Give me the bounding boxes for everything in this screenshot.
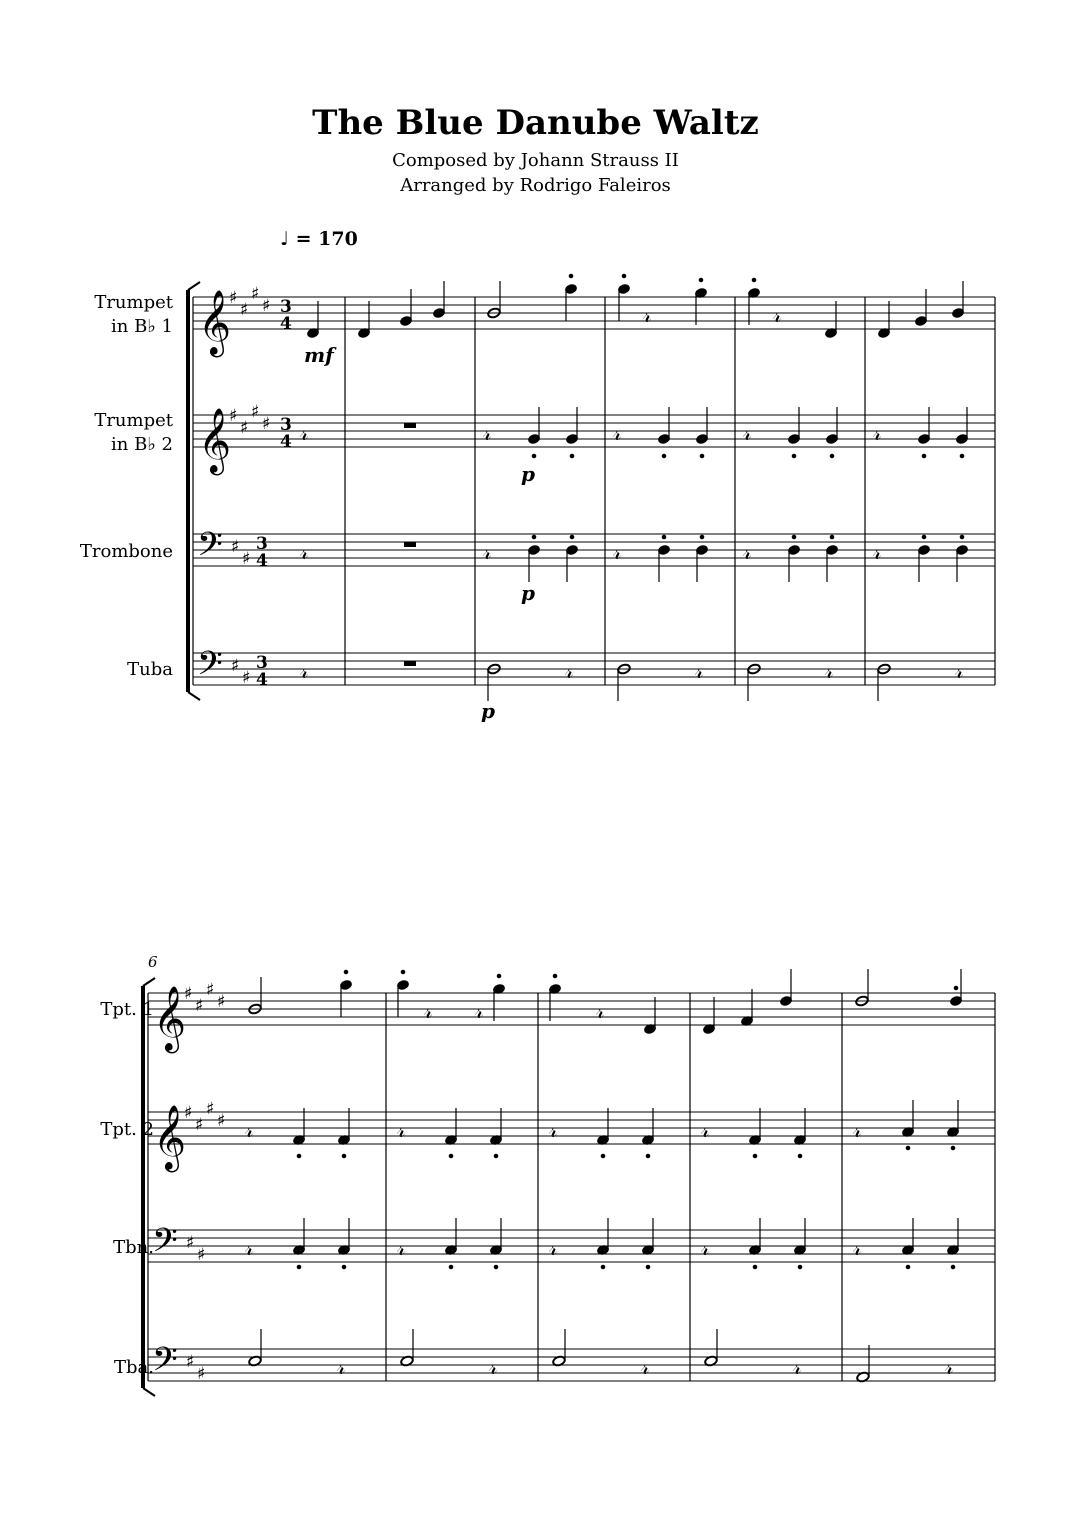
svg-text:4: 4 bbox=[280, 314, 292, 334]
svg-text:𝓇: 𝓇 bbox=[596, 999, 605, 1023]
bass-clef-icon: 𝄢 bbox=[197, 526, 223, 572]
instrument-name-tbn: Tbn. bbox=[113, 1237, 154, 1258]
tuba-system-2 bbox=[248, 1329, 953, 1383]
svg-text:♯: ♯ bbox=[251, 402, 260, 422]
svg-text:𝓇: 𝓇 bbox=[245, 1236, 254, 1260]
tuba-system-1 bbox=[300, 659, 963, 701]
svg-text:𝓇: 𝓇 bbox=[397, 1118, 406, 1142]
treble-clef-icon: 𝄞 bbox=[198, 408, 232, 473]
trombone-system-2 bbox=[245, 1218, 960, 1269]
svg-text:♯: ♯ bbox=[206, 980, 215, 1000]
svg-text:𝓇: 𝓇 bbox=[613, 421, 622, 445]
measure-number: 6 bbox=[148, 953, 158, 971]
svg-text:𝓇: 𝓇 bbox=[641, 1355, 650, 1379]
bass-clef-icon: 𝄢 bbox=[197, 645, 223, 691]
svg-text:♯: ♯ bbox=[242, 668, 251, 688]
instrument-name-tpt-1: Tpt. 1 bbox=[100, 999, 154, 1020]
svg-text:𝓇: 𝓇 bbox=[873, 421, 882, 445]
svg-text:♯: ♯ bbox=[240, 300, 249, 320]
svg-text:𝓇: 𝓇 bbox=[743, 540, 752, 564]
svg-text:𝓇: 𝓇 bbox=[613, 540, 622, 564]
svg-text:♯: ♯ bbox=[186, 1352, 195, 1372]
svg-text:𝓇: 𝓇 bbox=[549, 1118, 558, 1142]
svg-text:𝓇: 𝓇 bbox=[955, 659, 964, 683]
key-signatures-system-1 bbox=[229, 284, 270, 688]
instrument-name-trumpet-1: Trumpet in B♭ 1 bbox=[94, 292, 173, 337]
bass-clef-icon: 𝄢 bbox=[152, 1222, 178, 1268]
svg-text:3: 3 bbox=[256, 653, 268, 673]
svg-text:𝓇: 𝓇 bbox=[743, 421, 752, 445]
svg-text:𝓇: 𝓇 bbox=[475, 999, 484, 1023]
svg-text:♯: ♯ bbox=[206, 1099, 215, 1119]
svg-text:𝓇: 𝓇 bbox=[853, 1118, 862, 1142]
barlines bbox=[386, 993, 995, 1381]
dynamics-system-1 bbox=[304, 343, 535, 723]
svg-text:♯: ♯ bbox=[231, 537, 240, 557]
dynamic-mf: mf bbox=[304, 343, 334, 367]
bass-clef-icon: 𝄢 bbox=[152, 1341, 178, 1387]
svg-text:𝓇: 𝓇 bbox=[397, 1236, 406, 1260]
svg-text:4: 4 bbox=[280, 432, 292, 452]
svg-text:𝓇: 𝓇 bbox=[793, 1355, 802, 1379]
svg-text:♯: ♯ bbox=[197, 1245, 206, 1265]
svg-text:𝓇: 𝓇 bbox=[565, 659, 574, 683]
dynamic-p: p bbox=[521, 462, 535, 486]
svg-text:♯: ♯ bbox=[251, 284, 260, 304]
key-signatures-system-2 bbox=[184, 980, 225, 1384]
trumpet-1-rests-system-1 bbox=[643, 303, 781, 327]
svg-text:𝓇: 𝓇 bbox=[825, 659, 834, 683]
svg-text:𝓇: 𝓇 bbox=[300, 540, 309, 564]
svg-text:♯: ♯ bbox=[229, 406, 238, 426]
instrument-name-tba: Tba. bbox=[114, 1357, 154, 1378]
svg-text:3: 3 bbox=[256, 534, 268, 554]
instrument-name-trumpet-2: Trumpet in B♭ 2 bbox=[94, 410, 173, 455]
barlines bbox=[345, 297, 995, 685]
tempo-value: = 170 bbox=[295, 228, 358, 250]
svg-text:♯: ♯ bbox=[184, 984, 193, 1004]
svg-text:𝓇: 𝓇 bbox=[873, 540, 882, 564]
clefs-system-1 bbox=[197, 290, 231, 691]
svg-text:♯: ♯ bbox=[262, 414, 271, 434]
svg-text:𝓇: 𝓇 bbox=[945, 1355, 954, 1379]
svg-text:3: 3 bbox=[280, 297, 292, 317]
system-2 bbox=[143, 978, 995, 1396]
clefs-system-2 bbox=[152, 986, 186, 1387]
svg-text:𝓇: 𝓇 bbox=[701, 1118, 710, 1142]
svg-text:♯: ♯ bbox=[186, 1233, 195, 1253]
svg-text:♯: ♯ bbox=[197, 1364, 206, 1384]
trumpet-2-system-2 bbox=[245, 1100, 960, 1158]
svg-text:𝓇: 𝓇 bbox=[300, 659, 309, 683]
svg-text:♯: ♯ bbox=[217, 1111, 226, 1131]
svg-text:𝓇: 𝓇 bbox=[489, 1355, 498, 1379]
svg-text:♯: ♯ bbox=[262, 296, 271, 316]
staff-lines bbox=[148, 993, 995, 1381]
svg-text:𝓇: 𝓇 bbox=[245, 1118, 254, 1142]
score-title: The Blue Danube Waltz bbox=[312, 103, 759, 143]
composer-credit: Composed by Johann Strauss II bbox=[392, 150, 679, 171]
svg-text:♯: ♯ bbox=[195, 1115, 204, 1135]
svg-text:♯: ♯ bbox=[217, 992, 226, 1012]
arranger-credit: Arranged by Rodrigo Faleiros bbox=[400, 175, 671, 196]
svg-text:♯: ♯ bbox=[231, 656, 240, 676]
svg-text:𝓇: 𝓇 bbox=[695, 659, 704, 683]
treble-clef-icon: 𝄞 bbox=[153, 1105, 187, 1170]
svg-text:3: 3 bbox=[280, 415, 292, 435]
svg-text:♯: ♯ bbox=[242, 549, 251, 569]
treble-clef-icon: 𝄞 bbox=[198, 290, 232, 355]
svg-text:𝓇: 𝓇 bbox=[424, 999, 433, 1023]
svg-text:♯: ♯ bbox=[184, 1103, 193, 1123]
instrument-name-trombone: Trombone bbox=[79, 541, 173, 562]
svg-text:𝓇: 𝓇 bbox=[549, 1236, 558, 1260]
dynamic-p: p bbox=[521, 581, 535, 605]
svg-text:𝓇: 𝓇 bbox=[337, 1355, 346, 1379]
svg-text:4: 4 bbox=[256, 670, 268, 690]
svg-text:𝓇: 𝓇 bbox=[483, 540, 492, 564]
svg-text:𝓇: 𝓇 bbox=[853, 1236, 862, 1260]
svg-text:𝓇: 𝓇 bbox=[483, 421, 492, 445]
svg-text:𝓇: 𝓇 bbox=[300, 421, 309, 445]
svg-text:♯: ♯ bbox=[195, 996, 204, 1016]
quarter-note-icon: ♩ bbox=[280, 228, 289, 250]
svg-text:𝓇: 𝓇 bbox=[773, 303, 782, 327]
svg-text:♯: ♯ bbox=[240, 418, 249, 438]
time-signatures-system-1 bbox=[256, 297, 292, 690]
svg-text:𝓇: 𝓇 bbox=[701, 1236, 710, 1260]
svg-text:♯: ♯ bbox=[229, 288, 238, 308]
treble-clef-icon: 𝄞 bbox=[153, 986, 187, 1051]
svg-text:4: 4 bbox=[256, 551, 268, 571]
dynamic-p: p bbox=[481, 699, 495, 723]
instrument-name-tuba: Tuba bbox=[127, 659, 173, 680]
instrument-name-tpt-2: Tpt. 2 bbox=[100, 1119, 154, 1140]
svg-text:𝓇: 𝓇 bbox=[643, 303, 652, 327]
